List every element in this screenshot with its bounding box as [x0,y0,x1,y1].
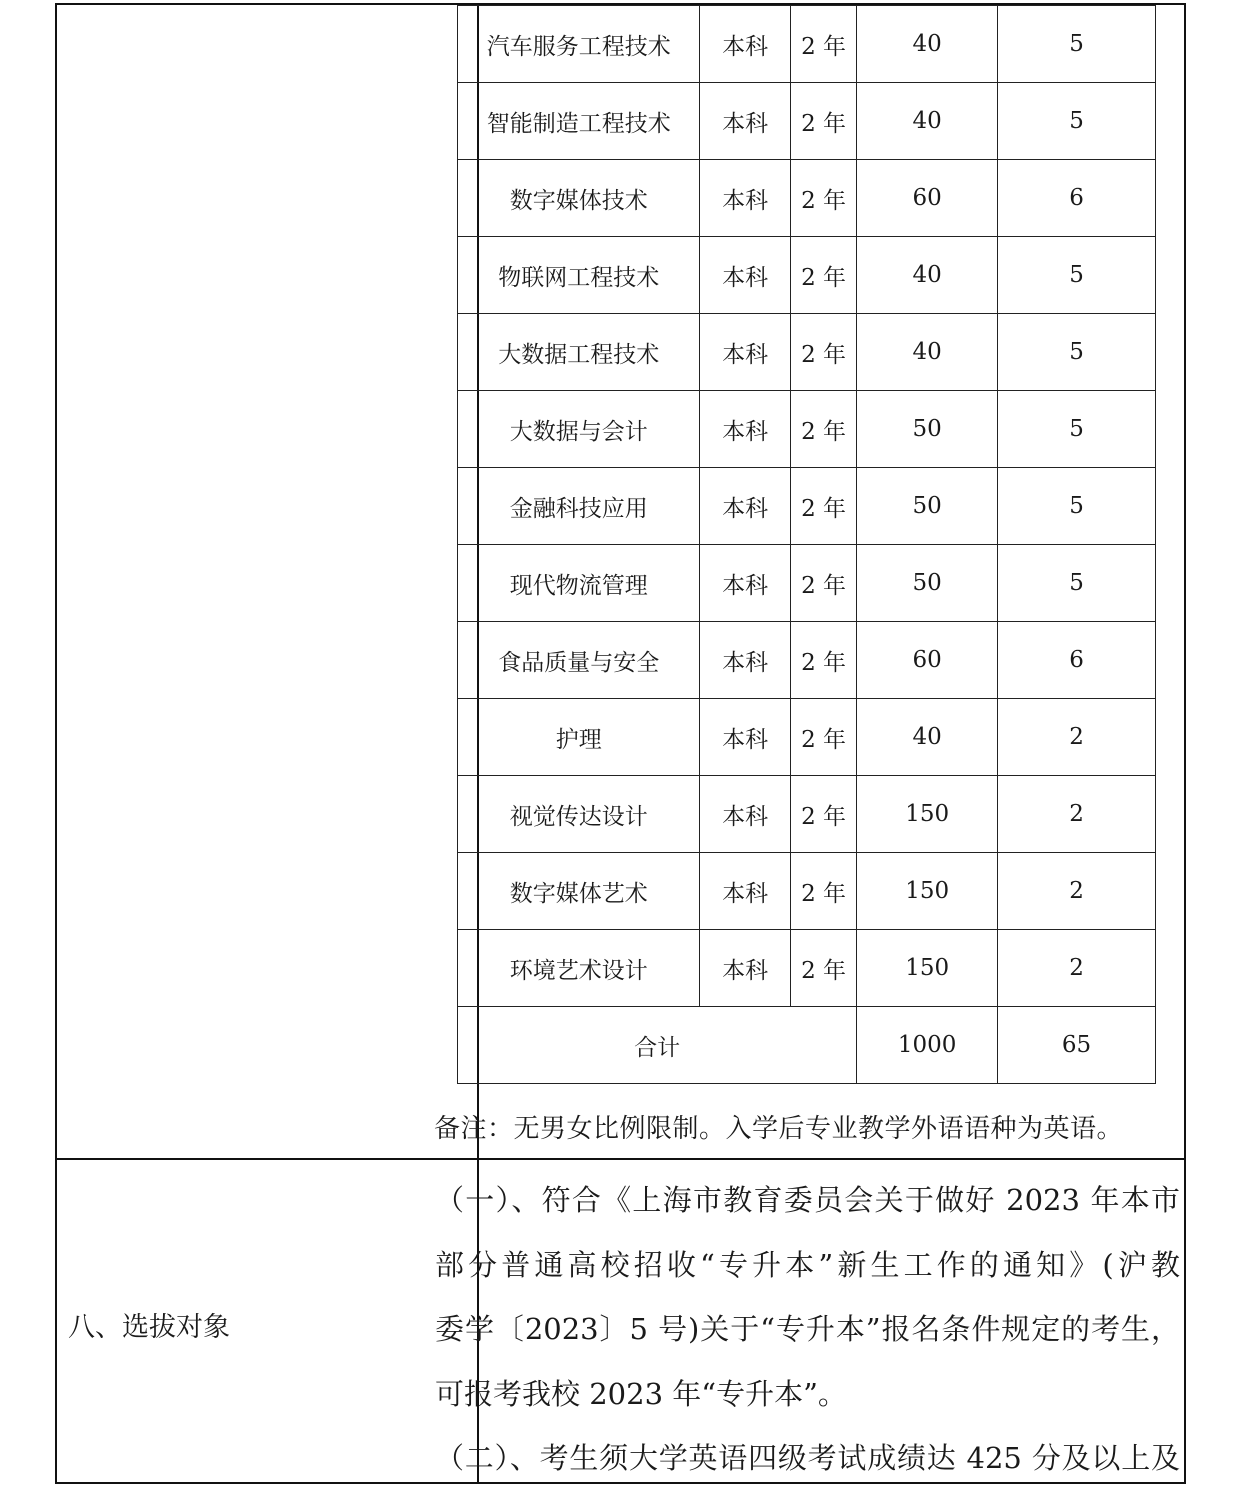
total-row [458,1007,1156,1084]
total-count: 65 [998,1007,1156,1084]
major-cell: 智能制造工程技术 [458,83,700,160]
level-cell: 本科 [700,237,791,314]
major-cell: 金融科技应用 [458,468,700,545]
level-cell: 本科 [700,468,791,545]
document-table [55,3,1186,1484]
program-table [457,5,1156,1084]
count-cell: 2 [998,776,1156,853]
level-cell: 本科 [700,83,791,160]
plan-cell: 60 [857,622,998,699]
paragraph-line: （二）、考生须大学英语四级考试成绩达 425 分及以上及 [435,1441,1180,1475]
plan-cell: 50 [857,391,998,468]
count-cell: 5 [998,6,1156,83]
paragraph-line: 可报考我校 2023 年“专升本”。 [435,1376,847,1411]
table-row [458,314,1156,391]
duration-cell: 2 年 [790,699,856,776]
table-row [458,699,1156,776]
paragraph-line: 委学〔2023〕5 号)关于“专升本”报名条件规定的考生， [435,1312,1180,1346]
duration-cell: 2 年 [790,853,856,930]
table-row [458,622,1156,699]
row-divider [57,1158,1184,1160]
count-cell: 5 [998,545,1156,622]
major-cell: 物联网工程技术 [458,237,700,314]
duration-cell: 2 年 [790,468,856,545]
major-cell: 汽车服务工程技术 [458,6,700,83]
major-cell: 食品质量与安全 [458,622,700,699]
major-cell: 护理 [458,699,700,776]
paragraph-line: （一）、符合《上海市教育委员会关于做好 2023 年本市 [435,1183,1180,1217]
level-cell: 本科 [700,699,791,776]
plan-cell: 50 [857,545,998,622]
level-cell: 本科 [700,314,791,391]
duration-cell: 2 年 [790,160,856,237]
level-cell: 本科 [700,622,791,699]
plan-cell: 40 [857,314,998,391]
table-row [458,160,1156,237]
plan-cell: 40 [857,6,998,83]
section-8-content [435,1168,1180,1491]
duration-cell: 2 年 [790,622,856,699]
paragraph-line: 部分普通高校招收“专升本”新生工作的通知》(沪教 [435,1247,1180,1282]
level-cell: 本科 [700,545,791,622]
count-cell: 5 [998,83,1156,160]
count-cell: 2 [998,930,1156,1007]
level-cell: 本科 [700,6,791,83]
duration-cell: 2 年 [790,776,856,853]
major-cell: 环境艺术设计 [458,930,700,1007]
duration-cell: 2 年 [790,930,856,1007]
plan-cell: 40 [857,699,998,776]
duration-cell: 2 年 [790,545,856,622]
duration-cell: 2 年 [790,6,856,83]
plan-cell: 40 [857,237,998,314]
count-cell: 5 [998,391,1156,468]
table-row [458,6,1156,83]
duration-cell: 2 年 [790,391,856,468]
count-cell: 5 [998,314,1156,391]
level-cell: 本科 [700,853,791,930]
count-cell: 6 [998,160,1156,237]
count-cell: 5 [998,468,1156,545]
level-cell: 本科 [700,930,791,1007]
section-8-label: 八、选拔对象 [68,1312,230,1343]
table-row [458,930,1156,1007]
total-plan: 1000 [857,1007,998,1084]
major-cell: 数字媒体技术 [458,160,700,237]
count-cell: 2 [998,853,1156,930]
count-cell: 5 [998,237,1156,314]
table-row [458,391,1156,468]
program-table-body [458,6,1156,1007]
count-cell: 6 [998,622,1156,699]
table-row [458,237,1156,314]
table-note: 备注：无男女比例限制。入学后专业教学外语语种为英语。 [434,1114,1124,1144]
plan-cell: 150 [857,930,998,1007]
major-cell: 大数据与会计 [458,391,700,468]
count-cell: 2 [998,699,1156,776]
level-cell: 本科 [700,160,791,237]
major-cell: 现代物流管理 [458,545,700,622]
duration-cell: 2 年 [790,83,856,160]
plan-cell: 50 [857,468,998,545]
table-row [458,853,1156,930]
plan-cell: 150 [857,853,998,930]
duration-cell: 2 年 [790,237,856,314]
table-row [458,83,1156,160]
major-cell: 大数据工程技术 [458,314,700,391]
plan-cell: 60 [857,160,998,237]
level-cell: 本科 [700,391,791,468]
level-cell: 本科 [700,776,791,853]
major-cell: 数字媒体艺术 [458,853,700,930]
duration-cell: 2 年 [790,314,856,391]
table-row [458,468,1156,545]
table-row [458,776,1156,853]
plan-cell: 150 [857,776,998,853]
total-label: 合计 [458,1007,857,1084]
major-cell: 视觉传达设计 [458,776,700,853]
table-row [458,545,1156,622]
plan-cell: 40 [857,83,998,160]
